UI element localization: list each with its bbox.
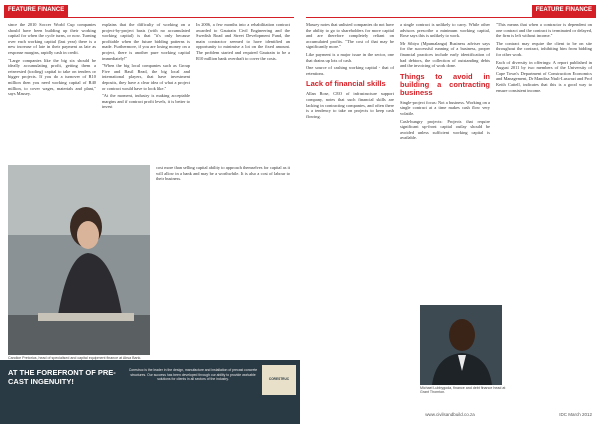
paragraph: "When the big local companies such as Group Five and Basil Read, the big local and international players, that have investment deposits, they have a clear idea of what a project or contract would have to look like." [102, 63, 190, 91]
photo-michael-lubbygoda [420, 305, 502, 385]
ad-headline: AT THE FOREFRONT OF PRE-CAST INGENUITY! [8, 368, 116, 386]
header-rule-left [4, 17, 294, 18]
paragraph: cost more than selling capital ability to approach themselves for capital as it will allow in a bank and may be a worthwhile. It is also a cost of labour to their business. [156, 165, 290, 182]
section-header-right: FEATURE FINANCE [532, 5, 596, 17]
paragraph: Allan Rose, CEO of infrastructure support company, notes that such financial skills are lacking in contracting companies, and often there is a tendency to take on projects to keep cash flowing. [306, 91, 394, 119]
paragraph: Like payment is a major issue in the sector, one that drains up lots of cash. [306, 51, 394, 63]
header-rule-right [306, 17, 596, 18]
paragraph: "This means that when a contractor is dependent on one contract and the contract is terminated or delayed, the firm is left without income." [496, 22, 592, 39]
paragraph: One source of cashing working capital - that of retentions. [306, 65, 394, 76]
subheading-lack-financial-skills: Lack of financial skills [306, 79, 386, 89]
caption-right: Michael Lubbygoda, finance and debt finance head at Grant Thornton. [420, 386, 506, 395]
paragraph: a single contract is unlikely to carry. While other advisors prescribe a minimum working capital, Rose says this is unlikely to work. [400, 22, 490, 39]
subheading-things-to-avoid: Things to avoid in building a contracting business [400, 71, 490, 97]
column-2 [102, 22, 190, 112]
column-1 [8, 22, 96, 99]
paragraph: Each of diversity in offerings: A report published in August 2011 by two members of the University of Cape Town's Department of Construction Economics and Management, Dr Mandisa Ntuli-Luswazi and Prof Keith Cattell, indicates that this is a good way to ensure consistent income. [496, 59, 592, 93]
corestruc-logo: CORESTRUC [262, 365, 296, 395]
column-6 [496, 22, 592, 95]
footer-issue: IDC March 2012 [559, 412, 592, 417]
section-header-left: FEATURE FINANCE [4, 5, 68, 17]
paragraph: Cash-hungry projects: Projects that require significant up-front capital outlay should be avoided unless sufficient working capital is available. [400, 118, 490, 141]
paragraph: "At the moment, industry is making acceptable margins and if contract profit levels, it is better to invest [102, 93, 190, 110]
paragraph: In 2006, a few months into a rehabilitation contract awarded to Gautrain Civil Engineering and the Swedish Road and Street Development Fund, the main contractor seemed to have identified an opportunity to minimise a lot on the fixed amount. The problem started and required Gautrain to be a R10 million bank overdraft to cover the costs. [196, 22, 290, 61]
paragraph: "Large companies like the big six should be ideally accumulating profit, getting them a reinvested (tooling) capital to take on tenders or bigger projects. If you do a turnover of R10 million then you need working capital of R40 million, to cover wages, materials and plant," says Massey. [8, 57, 96, 97]
column-3-continued [156, 165, 290, 184]
paragraph: explains that the difficulty of working on a project-by-project basis (with no accumulated working capital) is that "it's only because profitable when the future bidding patterns is made. Furthermore, if you are losing money on a project, there is another pure working capital immediately!" [102, 22, 190, 61]
paragraph: Mr Sibiya (Mpumalanga) Business adviser says for the successful running of a business, proper financial practices include early identification of bad debtors, the collection of outstanding debts and the invoicing of work done. [400, 40, 490, 69]
paragraph: The contract may require the client to be on site throughout the contract, inhibiting him from bidding for other work. [496, 40, 592, 57]
paragraph: Massey notes that unlisted companies do not have the ability to go to shareholders for more capital and are therefore completely reliant on accumulated profits. "The cost of that may be significantly more." [306, 22, 394, 50]
advertisement-banner[interactable] [0, 360, 300, 424]
column-4 [306, 22, 394, 121]
caption-left: Candice Pretorius, head of specialised and capital equipment finance at Absa Bank. [8, 356, 142, 360]
footer-url: www.civilsandbuild.co.za [425, 412, 475, 417]
paragraph: Single-project focus: Not a business. Working on a single contract at a time makes cash flow very volatile. [400, 99, 490, 116]
photo-candice-pretorius [8, 165, 150, 355]
column-5 [400, 22, 490, 143]
ad-body-text: Corestruc is the leader in the design, manufacture and installation of precast concrete structures. Our success has been developed through our ability to provide workable solutions for clients in all sectors of the industry. [128, 368, 258, 382]
column-3 [196, 22, 290, 63]
paragraph: since the 2010 Soccer World Cup companies should have been building up their working capital for when the cycle turns, or now. Turning over each working capital (last year) there is a new increase of late in their payment as late as response margins, rapidly cash in credit. [8, 22, 96, 55]
